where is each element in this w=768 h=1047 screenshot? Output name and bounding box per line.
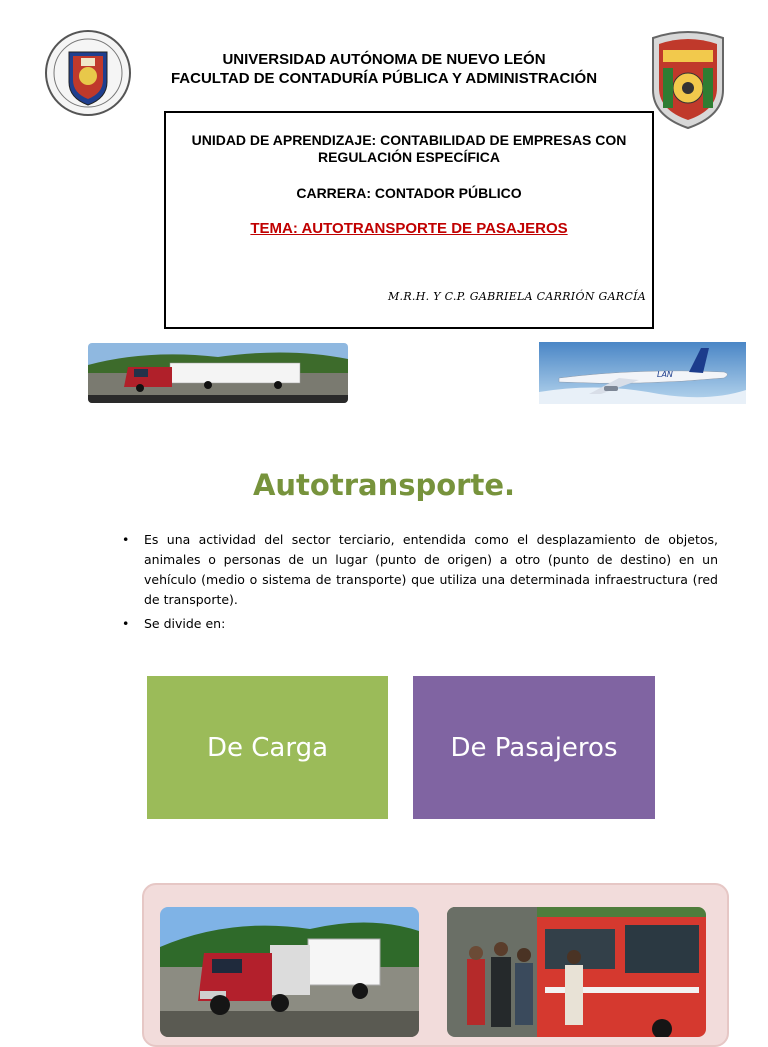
section-title: Autotransporte. [252,468,516,502]
faculty-name: FACULTAD DE CONTADURÍA PÚBLICA Y ADMINISTRACIÓN [170,70,598,87]
definition-text: Es una actividad del sector terciario, entendida como el desplazamiento de objetos, animales o personas de un lugar (punto de origen) a otro (punto de destino) en un vehículo (medio o sistema de transporte) que utiliza una determinada infraestructura (red de transporte). [144,532,718,607]
list-item [122,614,718,634]
author-name: M.R.H. Y C.P. GABRIELA CARRIÓN GARCÍA [387,290,646,303]
lan-logo-text: LAN [657,370,673,379]
topic-label: TEMA: AUTOTRANSPORTE DE PASAJEROS [250,220,568,237]
city-bus-image [447,907,706,1037]
university-name: UNIVERSIDAD AUTÓNOMA DE NUEVO LEÓN [222,51,546,68]
learning-unit [166,132,652,166]
career-label: CARRERA: CONTADOR PÚBLICO [296,185,522,201]
passengers-label: De Pasajeros [450,732,618,763]
divides-text: Se divide en: [144,616,226,631]
bullet-icon: • [122,616,130,631]
faculty-seal-logo [649,28,727,130]
truck-highway-image [88,343,348,403]
airplane-image [539,342,746,404]
cargo-category-tile [147,676,388,819]
learning-unit-line-2: REGULACIÓN ESPECÍFICA [317,149,500,165]
red-truck-image [160,907,419,1037]
learning-unit-line-1: UNIDAD DE APRENDIZAJE: CONTABILIDAD DE EMPRESAS CON [191,132,627,148]
bullet-icon: • [122,532,130,547]
cargo-label: De Carga [206,732,329,763]
passengers-category-tile [413,676,655,819]
description-list [122,530,718,634]
list-item [122,530,718,610]
course-info-box [164,111,654,329]
